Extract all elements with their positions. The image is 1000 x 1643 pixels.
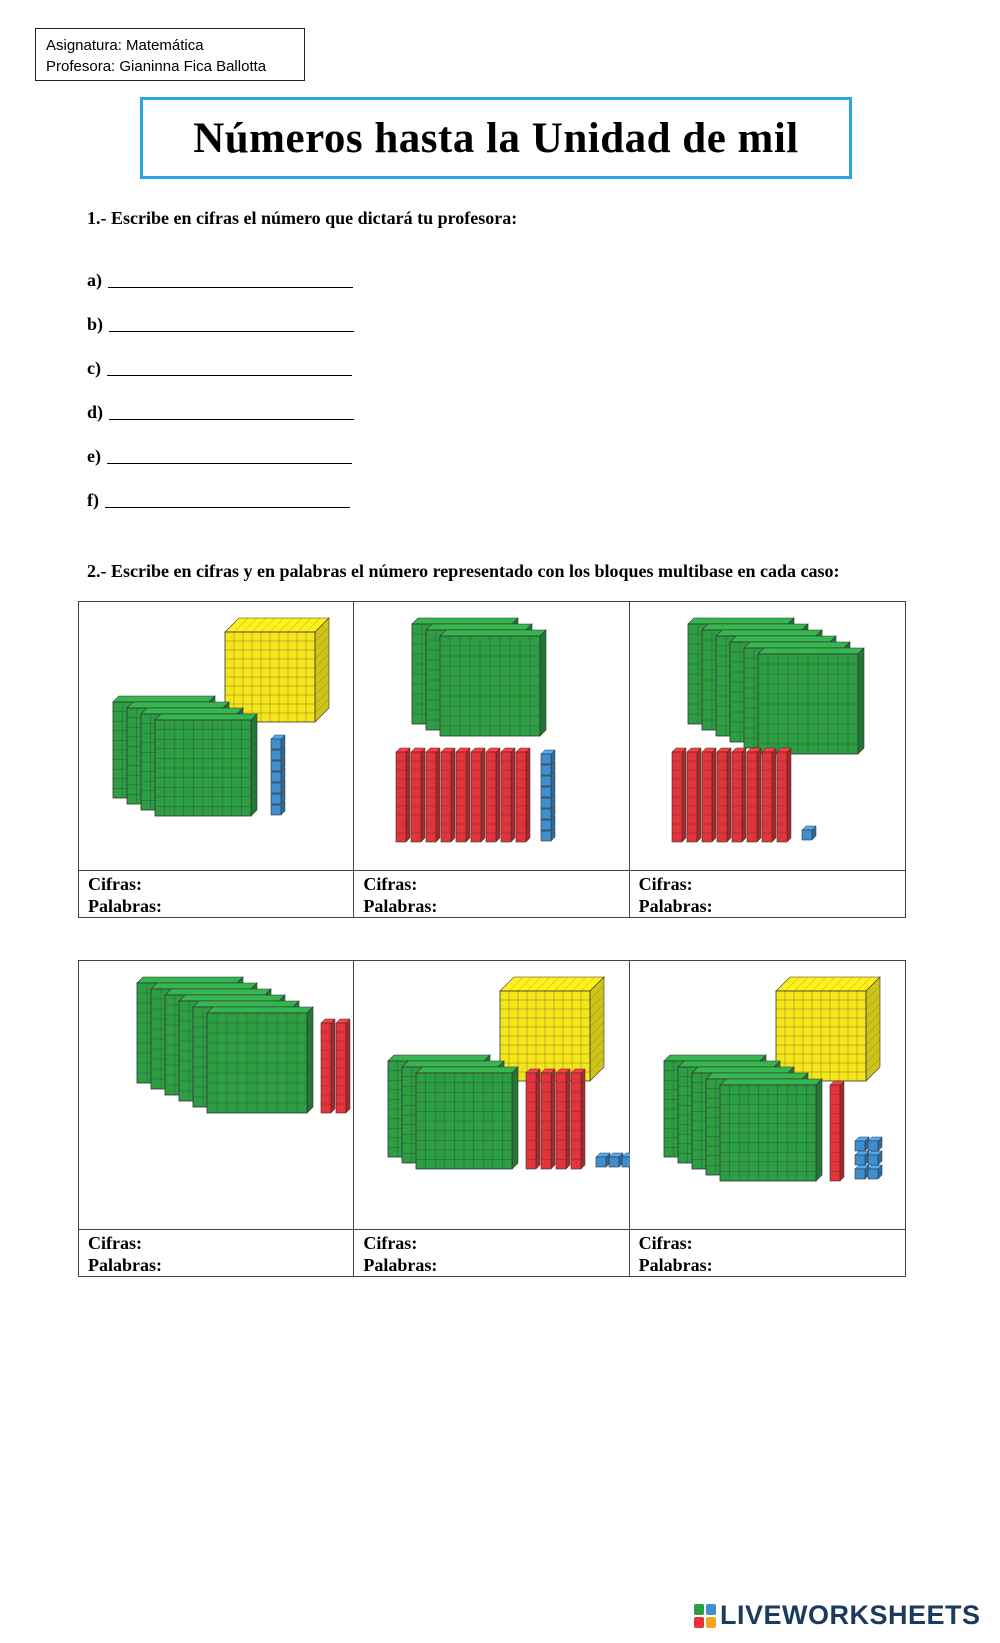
blocks-image-5 xyxy=(354,961,629,1230)
question-2-text: 2.- Escribe en cifras y en palabras el número representado con los bloques multibase en cada caso: xyxy=(87,561,840,581)
ten-rod xyxy=(717,748,731,842)
answer-blank[interactable] xyxy=(108,285,353,288)
answer-blank[interactable] xyxy=(107,461,352,464)
ten-rod xyxy=(526,1069,540,1169)
ten-rod xyxy=(571,1069,585,1169)
answer-blank[interactable] xyxy=(109,417,354,420)
liveworksheets-logo xyxy=(694,1600,981,1631)
answer-line-e[interactable] xyxy=(87,446,352,467)
ten-rod xyxy=(777,748,791,842)
answer-cell-4[interactable] xyxy=(79,1230,354,1276)
title-box xyxy=(140,97,852,179)
answer-cell-5[interactable] xyxy=(354,1230,629,1276)
unit-cube xyxy=(855,1165,869,1179)
ten-rod xyxy=(486,748,500,842)
answer-letter: a) xyxy=(87,270,102,290)
logo-text: LIVEWORKSHEETS xyxy=(720,1600,981,1630)
ten-rod xyxy=(441,748,455,842)
hundred-flat xyxy=(720,1079,822,1181)
ten-rod xyxy=(426,748,440,842)
answer-letter: c) xyxy=(87,358,101,378)
unit-cube xyxy=(868,1151,882,1165)
unit-cube xyxy=(855,1151,869,1165)
ten-rod xyxy=(702,748,716,842)
cifras-label: Cifras: xyxy=(88,874,142,894)
ten-rod xyxy=(732,748,746,842)
palabras-label: Palabras: xyxy=(638,1255,713,1275)
ten-rod xyxy=(687,748,701,842)
answer-cell-3[interactable] xyxy=(630,871,905,917)
answer-blank[interactable] xyxy=(109,329,354,332)
teacher-text: Profesora: Gianinna Fica Ballotta xyxy=(46,58,267,75)
page-title: Números hasta la Unidad de mil xyxy=(193,114,799,162)
palabras-label: Palabras: xyxy=(363,896,438,916)
cifras-label: Cifras: xyxy=(638,874,693,894)
ten-rod xyxy=(672,748,686,842)
answer-line-d[interactable] xyxy=(87,402,354,423)
ten-rod xyxy=(762,748,776,842)
ten-rod xyxy=(336,1019,350,1113)
palabras-label: Palabras: xyxy=(88,1255,162,1275)
ten-rod xyxy=(471,748,485,842)
thousand-cube xyxy=(500,977,604,1081)
blocks-table-1 xyxy=(78,601,906,918)
thousand-cube xyxy=(225,618,329,722)
subject-info-box xyxy=(35,28,305,81)
hundred-flat xyxy=(416,1067,518,1169)
ten-rod xyxy=(456,748,470,842)
answer-line-a[interactable] xyxy=(87,270,353,291)
answer-cell-2[interactable] xyxy=(354,871,629,917)
answer-line-f[interactable] xyxy=(87,490,350,511)
blocks-image-6 xyxy=(630,961,905,1230)
answer-letter: d) xyxy=(87,402,104,422)
unit-cube xyxy=(609,1153,623,1167)
answer-line-b[interactable] xyxy=(87,314,354,335)
question-1-text: 1.- Escribe en cifras el número que dictará tu profesora: xyxy=(87,208,518,228)
ten-rod xyxy=(830,1081,844,1181)
palabras-label: Palabras: xyxy=(363,1255,438,1275)
ten-rod xyxy=(747,748,761,842)
unit-cube xyxy=(271,735,285,749)
cifras-label: Cifras: xyxy=(363,1233,418,1253)
blocks-image-2 xyxy=(354,602,629,871)
hundred-flat xyxy=(207,1007,313,1113)
ten-rod xyxy=(411,748,425,842)
ten-rod xyxy=(396,748,410,842)
unit-cube xyxy=(855,1137,869,1151)
answer-blank[interactable] xyxy=(105,505,350,508)
ten-rod xyxy=(321,1019,335,1113)
answer-letter: e) xyxy=(87,446,101,466)
blocks-image-4 xyxy=(79,961,354,1230)
ten-rod xyxy=(516,748,530,842)
ten-rod xyxy=(541,1069,555,1169)
cifras-label: Cifras: xyxy=(88,1233,142,1253)
unit-cube xyxy=(802,826,816,840)
cifras-label: Cifras: xyxy=(638,1233,693,1253)
blocks-image-1 xyxy=(79,602,354,871)
ten-rod xyxy=(556,1069,570,1169)
unit-cube xyxy=(596,1153,610,1167)
answer-cell-6[interactable] xyxy=(630,1230,905,1276)
cifras-label: Cifras: xyxy=(363,874,418,894)
hundred-flat xyxy=(155,714,257,816)
unit-cube xyxy=(868,1165,882,1179)
blocks-image-3 xyxy=(630,602,905,871)
palabras-label: Palabras: xyxy=(638,896,713,916)
logo-icon xyxy=(694,1604,716,1628)
palabras-label: Palabras: xyxy=(88,896,162,916)
thousand-cube xyxy=(776,977,880,1081)
subject-text: Asignatura: Matemática xyxy=(46,37,204,54)
answer-letter: f) xyxy=(87,490,99,510)
blocks-table-2 xyxy=(78,960,906,1277)
answer-letter: b) xyxy=(87,314,104,334)
answer-cell-1[interactable] xyxy=(79,871,354,917)
answer-line-c[interactable] xyxy=(87,358,352,379)
unit-cube xyxy=(868,1137,882,1151)
ten-rod xyxy=(501,748,515,842)
hundred-flat xyxy=(440,630,546,736)
unit-cube xyxy=(541,750,555,764)
answer-blank[interactable] xyxy=(107,373,352,376)
hundred-flat xyxy=(758,648,864,754)
